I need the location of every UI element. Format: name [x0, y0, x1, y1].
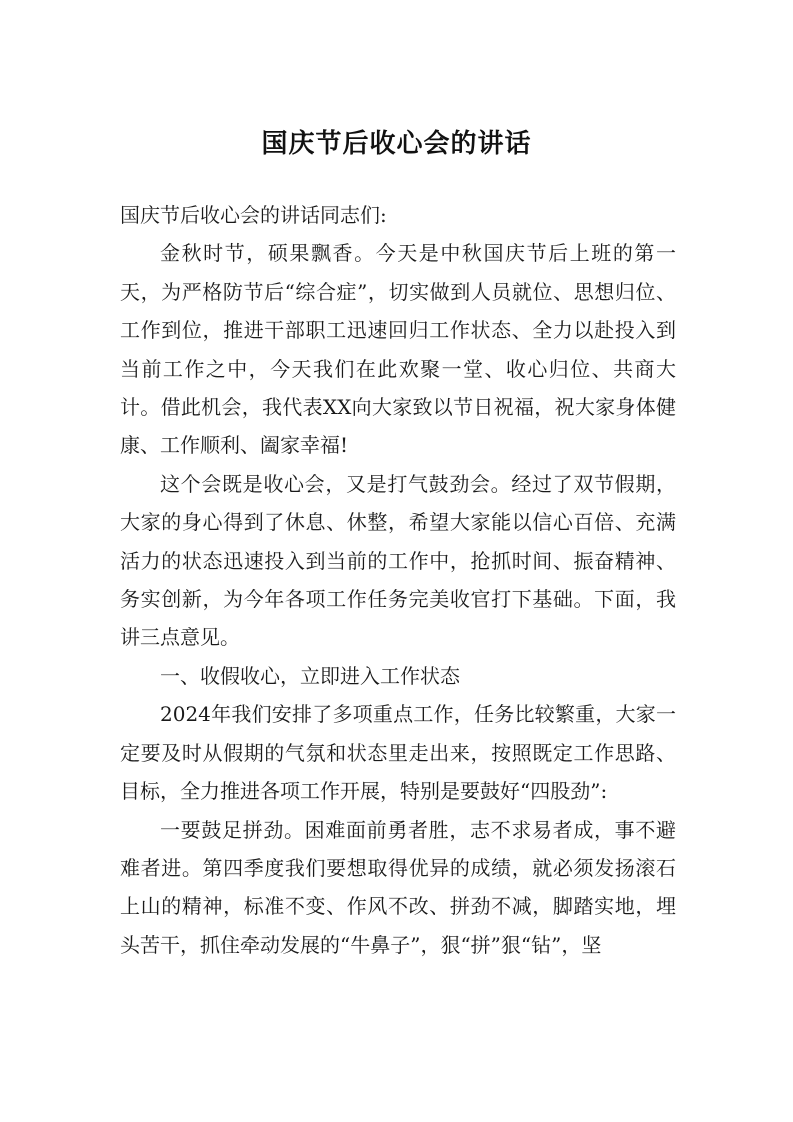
document-body — [120, 196, 676, 964]
paragraph-point-1: 一要鼓足拼劲。困难面前勇者胜，志不求易者成，事不避难者进。第四季度我们要想取得优异的成绩，就必须发扬滚石上山的精神，标准不变、作风不改、拼劲不减，脚踏实地，埋头苦干，抓住牵动发展的“牛鼻子”，狠“拼”狠“钻”，坚 — [120, 817, 676, 957]
salutation: 国庆节后收心会的讲话同志们: — [120, 203, 387, 227]
paragraph-section-1: 2024年我们安排了多项重点工作，任务比较繁重，大家一定要及时从假期的气氛和状态里走出来，按照既定工作思路、目标，全力推进各项工作开展，特别是要鼓好“四股劲”: — [120, 702, 676, 804]
section-heading-1: 一、收假收心，立即进入工作状态 — [160, 663, 460, 688]
paragraph-opening: 金秋时节，硕果飘香。今天是中秋国庆节后上班的第一天，为严格防节后“综合症”，切实做到人员就位、思想归位、工作到位，推进干部职工迅速回归工作状态、全力以赴投入到当前工作之中，今天我们在此欢聚一堂、收心归位、共商大计。借此机会，我代表XX向大家致以节日祝福，祝大家身体健康、工作顺利、阖家幸福! — [120, 241, 676, 458]
document-title: 国庆节后收心会的讲话 — [261, 129, 532, 159]
paragraph-purpose: 这个会既是收心会，又是打气鼓劲会。经过了双节假期，大家的身心得到了休息、休整，希望大家能以信心百倍、充满活力的状态迅速投入到当前的工作中，抢抓时间、振奋精神、务实创新，为今年各项工作任务完美收官打下基础。下面，我讲三点意见。 — [120, 471, 676, 650]
